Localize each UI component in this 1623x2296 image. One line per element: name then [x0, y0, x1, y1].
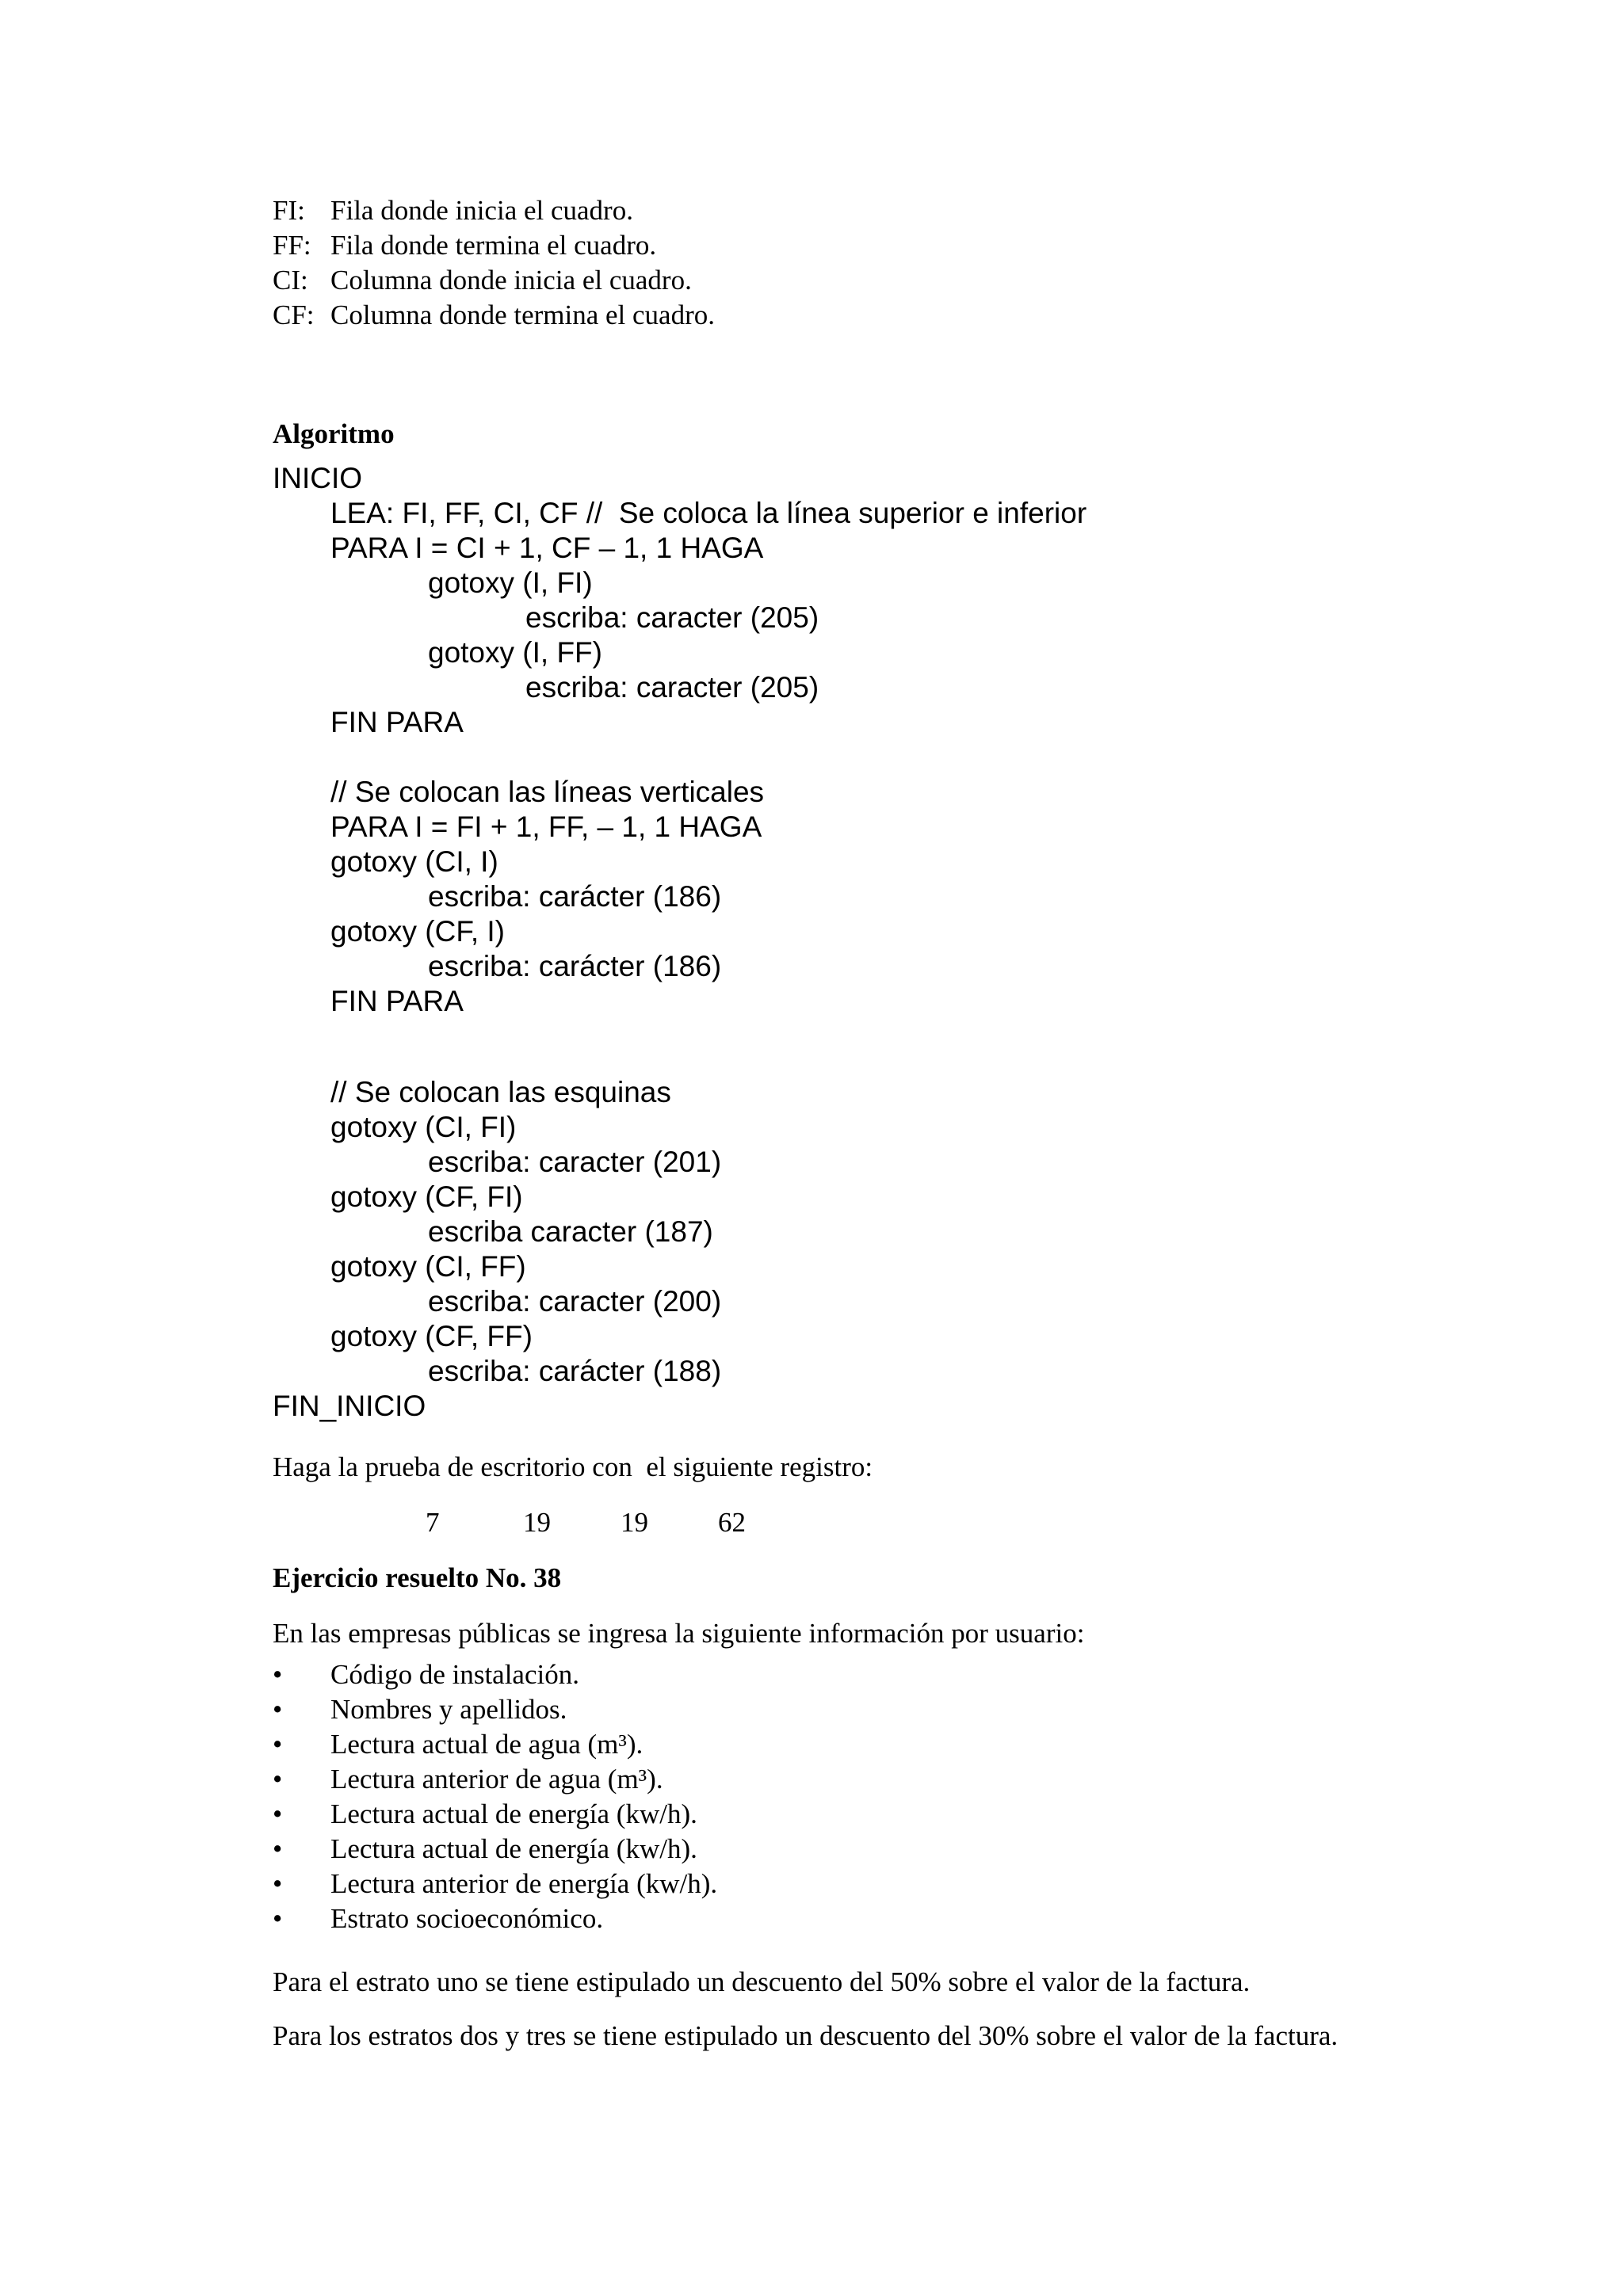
- test-value: 7: [426, 1507, 440, 1538]
- bullet-icon: •: [273, 1833, 283, 1864]
- code-line: escriba caracter (187): [428, 1215, 713, 1248]
- list-item: [273, 1657, 717, 1692]
- list-item: [273, 1692, 717, 1727]
- code-line: gotoxy (CI, I): [330, 845, 498, 878]
- spacer: [273, 1019, 1086, 1075]
- code-line: gotoxy (CF, FI): [330, 1180, 523, 1213]
- code-line: FIN PARA: [330, 706, 464, 738]
- code-line: escriba: carácter (186): [428, 880, 722, 913]
- list-item-text: Lectura actual de energía (kw/h).: [330, 1798, 697, 1829]
- list-item: [273, 1867, 717, 1901]
- definition-item: [273, 298, 715, 333]
- code-line: PARA I = CI + 1, CF – 1, 1 HAGA: [330, 532, 764, 564]
- test-instruction: Haga la prueba de escritorio con el siguiente registro:: [273, 1451, 873, 1482]
- test-value: 62: [718, 1507, 746, 1538]
- code-line: escriba: caracter (201): [428, 1146, 722, 1178]
- code-line: LEA: FI, FF, CI, CF // Se coloca la línea superior e inferior: [330, 497, 1087, 529]
- list-item-text: Lectura actual de energía (kw/h).: [330, 1833, 697, 1864]
- exercise-intro: En las empresas públicas se ingresa la siguiente información por usuario:: [273, 1618, 1085, 1649]
- code-line: escriba: carácter (188): [428, 1355, 722, 1387]
- definition-text: Columna donde inicia el cuadro.: [330, 265, 692, 296]
- definition-item: [273, 263, 715, 298]
- spacer: [273, 740, 1086, 775]
- definition-abbr: CI:: [273, 265, 308, 296]
- list-item: [273, 1762, 717, 1797]
- definition-abbr: FF:: [273, 230, 311, 261]
- algorithm-heading: Algoritmo: [273, 418, 395, 449]
- definition-text: Fila donde termina el cuadro.: [330, 230, 657, 261]
- exercise-heading: Ejercicio resuelto No. 38: [273, 1562, 562, 1593]
- list-item-text: Lectura anterior de agua (m³).: [330, 1764, 663, 1794]
- code-comment: // Se colocan las líneas verticales: [330, 776, 765, 808]
- bullet-icon: •: [273, 1659, 283, 1690]
- code-line: escriba: carácter (186): [428, 950, 722, 982]
- list-item-text: Nombres y apellidos.: [330, 1694, 567, 1725]
- code-line: gotoxy (I, FF): [428, 636, 602, 669]
- code-line: FIN PARA: [330, 985, 464, 1017]
- list-item-text: Código de instalación.: [330, 1659, 579, 1690]
- definition-abbr: FI:: [273, 195, 305, 226]
- code-line: gotoxy (CI, FI): [330, 1111, 517, 1143]
- code-line: escriba: caracter (200): [428, 1285, 722, 1318]
- definition-item: [273, 228, 715, 263]
- test-value: 19: [621, 1507, 648, 1538]
- definition-abbr: CF:: [273, 299, 315, 330]
- list-item-text: Estrato socioeconómico.: [330, 1903, 604, 1934]
- bullet-icon: •: [273, 1694, 283, 1725]
- list-item: [273, 1901, 717, 1936]
- paragraph: Para los estratos dos y tres se tiene estipulado un descuento del 30% sobre el valor de la factura.: [273, 2020, 1338, 2051]
- code-comment: // Se colocan las esquinas: [330, 1076, 671, 1108]
- code-line: gotoxy (CF, I): [330, 915, 505, 948]
- list-item-text: Lectura actual de agua (m³).: [330, 1729, 643, 1760]
- definition-text: Columna donde termina el cuadro.: [330, 299, 715, 330]
- paragraph: Para el estrato uno se tiene estipulado un descuento del 50% sobre el valor de la factura.: [273, 1966, 1251, 1997]
- definition-text: Fila donde inicia el cuadro.: [330, 195, 633, 226]
- bullet-icon: •: [273, 1903, 283, 1934]
- code-line: escriba: caracter (205): [525, 671, 819, 704]
- code-line: PARA I = FI + 1, FF, – 1, 1 HAGA: [330, 810, 762, 843]
- test-value: 19: [523, 1507, 551, 1538]
- code-line: gotoxy (CI, FF): [330, 1250, 526, 1283]
- bullet-icon: •: [273, 1764, 283, 1794]
- definitions-list: [273, 193, 715, 333]
- code-line: INICIO: [273, 462, 363, 494]
- code-line: gotoxy (I, FI): [428, 566, 593, 599]
- bullet-icon: •: [273, 1729, 283, 1760]
- code-line: FIN_INICIO: [273, 1390, 426, 1422]
- definition-item: [273, 193, 715, 228]
- bullet-icon: •: [273, 1798, 283, 1829]
- list-item: [273, 1727, 717, 1762]
- list-item: [273, 1797, 717, 1832]
- code-line: gotoxy (CF, FF): [330, 1320, 533, 1352]
- pseudocode-block: [273, 461, 1086, 1424]
- bullet-icon: •: [273, 1868, 283, 1899]
- bullet-list: [273, 1657, 717, 1936]
- list-item-text: Lectura anterior de energía (kw/h).: [330, 1868, 718, 1899]
- code-line: escriba: caracter (205): [525, 601, 819, 634]
- list-item: [273, 1832, 717, 1867]
